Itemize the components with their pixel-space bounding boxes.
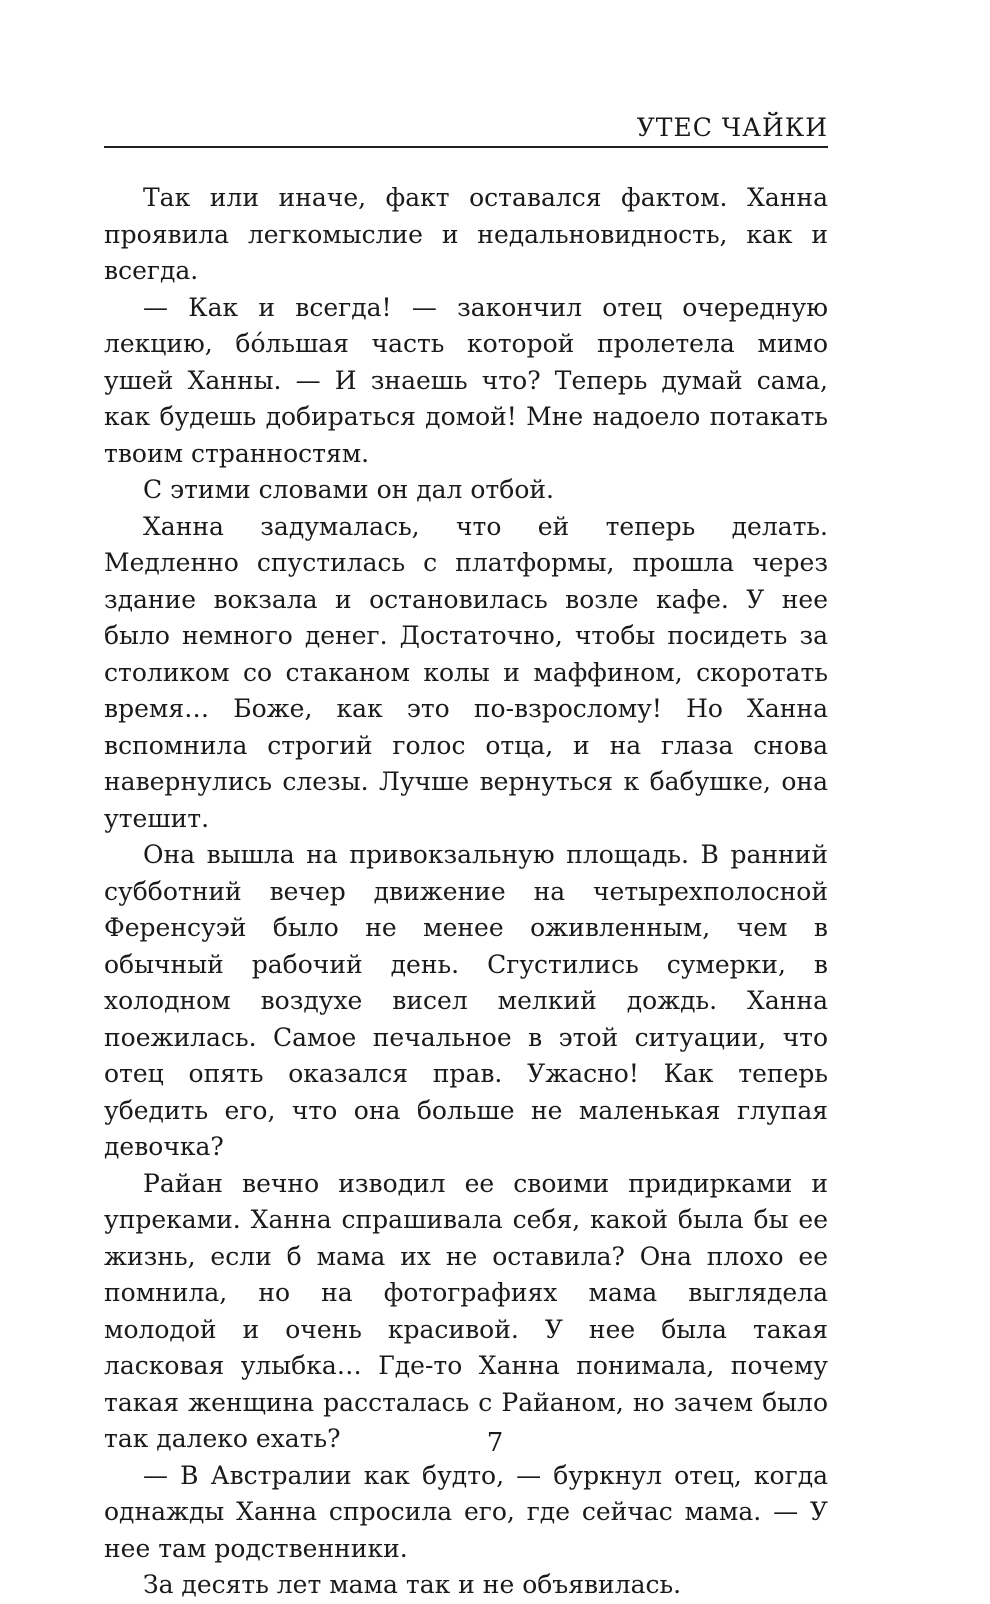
paragraph: С этими словами он дал отбой. (143, 475, 554, 504)
paragraph: Райан вечно изводил ее своими придирками и упреками. Ханна спрашивала себя, какой была бы ее жизнь, если б мама их не оставила? Она плохо ее помнила, но на фотографиях мама выглядела молодой и очень красивой. У нее была такая ласковая улыбка… Где-то Ханна понимала, почему такая женщина рассталась с Райаном, но зачем было так далеко ехать? (104, 1168, 828, 1453)
running-title: УТЕС ЧАЙКИ (636, 113, 828, 142)
running-head (104, 110, 828, 148)
paragraph: Она вышла на привокзальную площадь. В ранний субботний вечер движение на четырехполосной Ференсуэй было не менее оживленным, чем в обычный рабочий день. Сгустились сумерки, в холодном воздухе висел мелкий дождь. Ханна поежилась. Самое печальное в этой ситуации, что отец опять оказался прав. Ужасно! Как теперь убедить его, что она больше не маленькая глупая девочка? (104, 840, 828, 1161)
paragraph: — Как и всегда! — закончил отец очередную лекцию, бóльшая часть которой пролетела мимо ушей Ханны. — И знаешь что? Теперь думай сама, как будешь добираться домой! Мне надоело потакать твоим странностям. (104, 292, 828, 468)
paragraph: За десять лет мама так и не объявилась. (143, 1570, 682, 1599)
paragraph: Ханна задумалась, что ей теперь делать. Медленно спустилась с платформы, прошла через здание вокзала и остановилась возле кафе. У нее было немного денег. Достаточно, чтобы посидеть за столиком со стаканом колы и маффином, скоротать время… Боже, как это по-взрослому! Но Ханна вспомнила строгий голос отца, и на глаза снова навернулись слезы. Лучше вернуться к бабушке, она утешит. (104, 511, 828, 833)
paragraph: Так или иначе, факт оставался фактом. Ханна проявила легкомыслие и недальновидность, как и всегда. (104, 183, 828, 285)
body-text (104, 180, 828, 1604)
page-number: 7 (486, 1428, 504, 1458)
paragraph: — В Австралии как будто, — буркнул отец, когда однажды Ханна спросила его, где сейчас мама. — У нее там родственники. (104, 1460, 828, 1563)
